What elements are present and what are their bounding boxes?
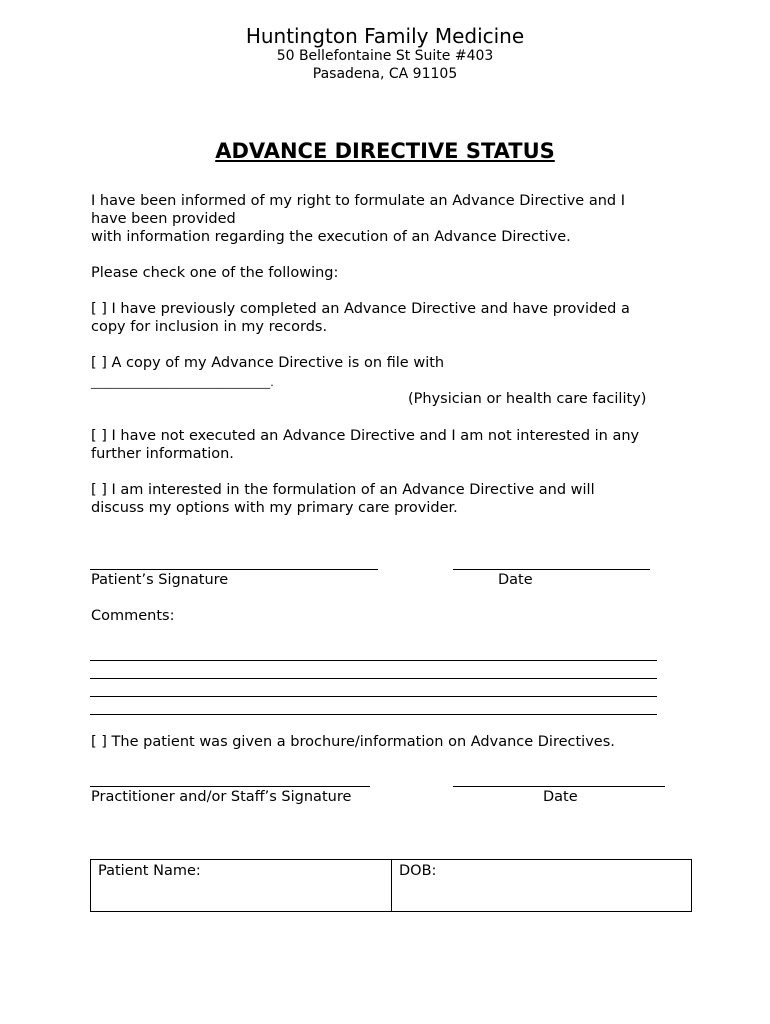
- patient-date-line[interactable]: [453, 569, 650, 570]
- patient-name-label: Patient Name:: [98, 863, 201, 879]
- option-interested[interactable]: [ ] I am interested in the formulation of an Advance Directive and will: [91, 482, 595, 498]
- intro-line-3: with information regarding the execution of an Advance Directive.: [91, 229, 571, 245]
- option-interested-cont: discuss my options with my primary care provider.: [91, 500, 458, 516]
- dob-label: DOB:: [399, 863, 437, 879]
- option-on-file[interactable]: [ ] A copy of my Advance Directive is on file with: [91, 355, 445, 371]
- practice-address-line2: Pasadena, CA 91105: [312, 66, 458, 82]
- option-not-interested[interactable]: [ ] I have not executed an Advance Directive and I am not interested in any: [91, 428, 640, 444]
- comments-line-2[interactable]: [90, 678, 657, 679]
- comments-line-3[interactable]: [90, 696, 657, 697]
- brochure-given-statement[interactable]: [ ] The patient was given a brochure/information on Advance Directives.: [91, 734, 615, 750]
- patient-date-label: Date: [498, 572, 533, 588]
- comments-line-4[interactable]: [90, 714, 657, 715]
- check-instruction: Please check one of the following:: [91, 265, 339, 281]
- option-previously-completed-cont: copy for inclusion in my records.: [91, 319, 328, 335]
- patient-signature-line[interactable]: [90, 569, 378, 570]
- patient-name-cell[interactable]: [91, 860, 392, 911]
- comments-line-1[interactable]: [90, 660, 657, 661]
- comments-label: Comments:: [91, 608, 175, 624]
- staff-date-label: Date: [543, 789, 578, 805]
- on-file-hint: (Physician or health care facility): [408, 391, 647, 407]
- intro-line-2: have been provided: [91, 211, 236, 227]
- option-previously-completed[interactable]: [ ] I have previously completed an Advance Directive and have provided a: [91, 301, 630, 317]
- practice-name: Huntington Family Medicine: [245, 24, 525, 48]
- on-file-with-blank[interactable]: ________________________________.: [91, 376, 274, 389]
- patient-info-table: [90, 859, 692, 912]
- staff-date-line[interactable]: [453, 786, 665, 787]
- staff-signature-line[interactable]: [90, 786, 370, 787]
- document-title: ADVANCE DIRECTIVE STATUS: [215, 139, 555, 163]
- dob-cell[interactable]: [392, 860, 691, 911]
- practice-address-line1: 50 Bellefontaine St Suite #403: [276, 48, 494, 64]
- patient-signature-label: Patient’s Signature: [91, 572, 229, 588]
- option-not-interested-cont: further information.: [91, 446, 234, 462]
- intro-line-1: I have been informed of my right to formulate an Advance Directive and I: [91, 193, 625, 209]
- staff-signature-label: Practitioner and/or Staff’s Signature: [91, 789, 352, 805]
